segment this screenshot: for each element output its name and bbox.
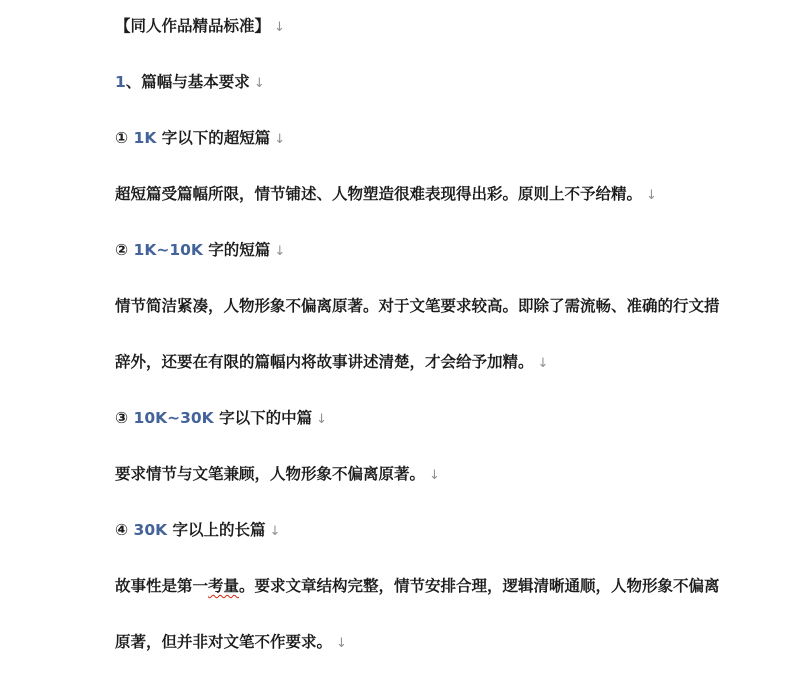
line-break-mark-icon: ↓ xyxy=(429,468,440,483)
text-run: 要求情节与文笔兼顾，人物形象不偏离原著。 xyxy=(115,465,426,483)
line-break-mark-icon: ↓ xyxy=(253,76,265,91)
item-1-body xyxy=(115,166,755,222)
line-break-mark-icon: ↓ xyxy=(537,356,549,371)
text-run: 字的短篇 xyxy=(202,241,271,259)
text-run: 超短篇受篇幅所限，情节铺述、人物塑造很难表现得出彩。原则上不予给精。 xyxy=(115,185,643,203)
item-1-heading xyxy=(115,110,755,166)
text-run: ① xyxy=(115,129,134,147)
text-run: 辞外，还要在有限的篇幅内将故事讲述清楚，才会给予加精。 xyxy=(115,353,534,371)
item-3-heading xyxy=(115,390,755,446)
item-3-body xyxy=(115,446,755,502)
text-run: ③ xyxy=(115,409,134,427)
text-run: 字以下的中篇 xyxy=(213,409,313,427)
line-break-mark-icon: ↓ xyxy=(646,188,657,203)
text-run: 故事性是第一 xyxy=(115,577,209,595)
text-run: 字以上的长篇 xyxy=(167,521,266,539)
line-break-mark-icon: ↓ xyxy=(274,132,286,147)
section-1-heading xyxy=(115,54,755,110)
line-break-mark-icon: ↓ xyxy=(316,412,327,427)
item-2-body-line-1 xyxy=(115,278,755,334)
item-4-heading xyxy=(115,502,755,558)
line-break-mark-icon: ↓ xyxy=(336,636,347,651)
text-run: 1K~10K xyxy=(133,241,203,259)
text-run: 、篇幅与基本要求 xyxy=(125,73,250,91)
text-run: 1 xyxy=(115,73,126,91)
text-run: 字以下的超短篇 xyxy=(156,129,271,147)
text-run: ④ xyxy=(115,521,134,539)
item-2-body-line-2 xyxy=(115,334,755,390)
text-run: 情节简洁紧凑，人物形象不偏离原著。对于文笔要求较高。即除了需流畅、准确的行文措 xyxy=(115,297,720,315)
item-4-body-line-2 xyxy=(115,614,755,670)
text-run: 10K~30K xyxy=(133,409,214,427)
item-4-body-line-1 xyxy=(115,558,755,614)
line-break-mark-icon: ↓ xyxy=(274,20,285,35)
doc-title xyxy=(115,0,755,54)
text-run: 30K xyxy=(133,521,168,539)
item-2-heading xyxy=(115,222,755,278)
text-run: 。要求文章结构完整，情节安排合理，逻辑清晰通顺，人物形象不偏离 xyxy=(239,577,720,595)
line-break-mark-icon: ↓ xyxy=(274,244,286,259)
text-run: 原著，但并非对文笔不作要求。 xyxy=(115,633,333,651)
text-run: ② xyxy=(115,241,134,259)
text-run: 1K xyxy=(133,129,157,147)
text-run: 【同人作品精品标准】 xyxy=(115,17,271,35)
spellchecked-text: 考量 xyxy=(208,577,240,595)
line-break-mark-icon: ↓ xyxy=(269,524,281,539)
document-body xyxy=(115,0,755,670)
